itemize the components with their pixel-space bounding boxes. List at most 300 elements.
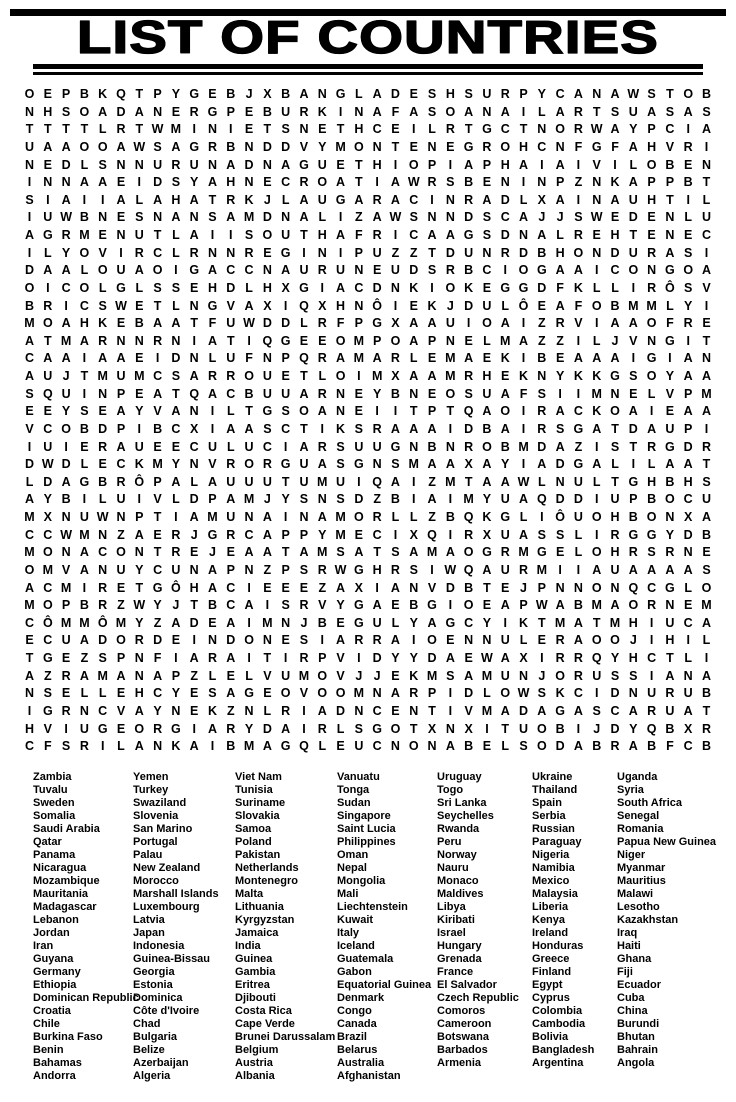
grid-letter: C xyxy=(610,263,620,278)
grid-letter: M xyxy=(42,562,54,577)
grid-letter: P xyxy=(647,175,656,190)
grid-letter: R xyxy=(464,192,474,207)
grid-letter: I xyxy=(540,157,544,172)
grid-letter: C xyxy=(244,263,254,278)
grid-letter: I xyxy=(521,404,526,419)
grid-letter: A xyxy=(372,351,382,366)
word-list-item: Denmark xyxy=(337,992,385,1004)
grid-letter: O xyxy=(79,280,90,295)
grid-letter: I xyxy=(283,439,288,454)
grid-letter: M xyxy=(24,598,35,613)
grid-letter: C xyxy=(24,351,35,366)
grid-letter: C xyxy=(24,527,35,542)
grid-letter: O xyxy=(97,139,108,154)
word-list-item: Italy xyxy=(337,927,360,939)
grid-letter: M xyxy=(79,527,90,542)
grid-letter: Ô xyxy=(372,298,383,313)
grid-letter: C xyxy=(189,439,199,454)
grid-letter: P xyxy=(647,122,656,137)
grid-letter: H xyxy=(262,280,272,295)
grid-letter: O xyxy=(408,739,419,754)
grid-letter: E xyxy=(482,175,492,190)
grid-letter: I xyxy=(82,386,87,401)
grid-letter: L xyxy=(647,457,656,472)
word-list-item: Greece xyxy=(532,953,570,965)
grid-letter: L xyxy=(574,545,583,560)
grid-letter: I xyxy=(521,457,526,472)
word-list-item: Vanuatu xyxy=(337,771,380,783)
grid-letter: G xyxy=(372,721,383,736)
grid-letter: U xyxy=(262,386,272,401)
grid-letter: N xyxy=(445,192,455,207)
grid-letter: L xyxy=(263,703,272,718)
grid-letter: U xyxy=(116,562,126,577)
grid-letter: L xyxy=(611,457,619,472)
word-list-item: Andorra xyxy=(33,1070,76,1082)
grid-letter: Y xyxy=(135,404,144,419)
grid-letter: A xyxy=(555,192,565,207)
grid-letter: N xyxy=(317,87,327,101)
grid-letter: A xyxy=(628,316,638,331)
grid-letter: L xyxy=(501,298,510,313)
grid-letter: B xyxy=(610,298,620,313)
grid-letter: Y xyxy=(665,527,675,542)
grid-letter: F xyxy=(519,386,528,401)
grid-letter: M xyxy=(60,580,72,595)
grid-letter: Z xyxy=(428,474,436,489)
grid-letter: Ô xyxy=(42,615,53,630)
grid-letter: R xyxy=(116,122,126,137)
grid-letter: J xyxy=(538,210,546,225)
grid-letter: M xyxy=(518,545,529,560)
grid-letter: L xyxy=(226,404,235,419)
grid-letter: G xyxy=(189,87,200,101)
grid-letter: Ô xyxy=(134,474,145,489)
word-list-item: Cyprus xyxy=(532,992,570,1004)
grid-letter: E xyxy=(263,175,272,190)
grid-letter: R xyxy=(61,703,71,718)
grid-letter: N xyxy=(98,527,108,542)
grid-letter: A xyxy=(464,104,474,119)
grid-letter: K xyxy=(409,280,419,295)
grid-letter: I xyxy=(27,210,32,225)
grid-letter: Z xyxy=(556,333,564,348)
grid-letter: A xyxy=(134,263,144,278)
grid-letter: E xyxy=(409,87,418,101)
grid-letter: N xyxy=(354,298,364,313)
grid-letter: B xyxy=(281,87,291,101)
word-list-item: Chad xyxy=(133,1018,161,1030)
grid-letter: A xyxy=(573,615,583,630)
grid-letter: R xyxy=(372,192,382,207)
grid-letter: A xyxy=(116,139,126,154)
grid-letter: Q xyxy=(628,580,639,595)
grid-letter: N xyxy=(409,386,419,401)
grid-letter: D xyxy=(262,210,272,225)
word-list-item: Peru xyxy=(437,836,462,848)
grid-letter: S xyxy=(464,386,473,401)
grid-letter: U xyxy=(519,721,529,736)
grid-letter: P xyxy=(482,157,492,172)
grid-letter: I xyxy=(412,474,416,489)
grid-letter: S xyxy=(391,545,400,560)
grid-letter: E xyxy=(372,263,382,278)
grid-letter: U xyxy=(592,668,602,683)
grid-letter: Z xyxy=(538,316,546,331)
grid-letter: I xyxy=(46,280,50,295)
grid-row xyxy=(0,527,736,545)
grid-letter: S xyxy=(153,280,162,295)
grid-letter: G xyxy=(665,580,675,595)
grid-letter: C xyxy=(409,192,419,207)
grid-letter: N xyxy=(262,633,272,648)
grid-letter: G xyxy=(299,157,309,172)
grid-letter: E xyxy=(702,316,711,331)
grid-letter: I xyxy=(704,245,709,260)
grid-letter: R xyxy=(299,598,309,613)
grid-letter: A xyxy=(665,668,675,683)
grid-letter: S xyxy=(61,739,71,754)
grid-letter: R xyxy=(317,562,327,577)
grid-letter: T xyxy=(190,598,198,613)
grid-letter: B xyxy=(390,386,400,401)
grid-letter: T xyxy=(702,457,711,472)
grid-letter: Y xyxy=(665,369,675,383)
word-list-item: Equatorial Guinea xyxy=(337,979,432,991)
grid-letter: O xyxy=(646,369,657,383)
grid-letter: U xyxy=(61,633,71,648)
grid-letter: Q xyxy=(646,721,657,736)
grid-letter: F xyxy=(336,316,345,331)
grid-letter: H xyxy=(445,87,455,101)
grid-letter: A xyxy=(189,739,199,754)
grid-letter: S xyxy=(208,210,217,225)
grid-letter: C xyxy=(281,175,291,190)
grid-letter: U xyxy=(482,386,492,401)
grid-letter: A xyxy=(24,369,35,383)
grid-letter: B xyxy=(226,139,236,154)
grid-letter: D xyxy=(573,492,583,507)
grid-letter: D xyxy=(464,298,474,313)
word-list-item: Nigeria xyxy=(532,849,570,861)
grid-letter: H xyxy=(24,721,35,736)
grid-letter: A xyxy=(171,615,181,630)
grid-letter: U xyxy=(336,263,346,278)
word-list-item: Malta xyxy=(235,888,264,900)
grid-letter: G xyxy=(500,280,511,295)
grid-letter: J xyxy=(300,615,308,630)
grid-letter: P xyxy=(629,492,638,507)
grid-letter: E xyxy=(537,633,546,648)
grid-letter: I xyxy=(649,668,654,683)
grid-letter: R xyxy=(189,245,199,260)
grid-letter: A xyxy=(226,421,236,436)
grid-row xyxy=(0,580,736,598)
grid-letter: A xyxy=(299,192,309,207)
grid-letter: O xyxy=(262,228,273,242)
grid-letter: A xyxy=(683,457,693,472)
grid-letter: P xyxy=(116,386,126,401)
grid-letter: I xyxy=(466,316,471,331)
word-list-item: Singapore xyxy=(337,810,391,822)
grid-letter: I xyxy=(27,439,32,454)
grid-letter: O xyxy=(79,245,90,260)
grid-letter: A xyxy=(701,263,711,278)
grid-letter: N xyxy=(537,175,547,190)
grid-letter: A xyxy=(61,139,71,154)
grid-letter: U xyxy=(281,386,291,401)
word-list-item: Japan xyxy=(133,927,165,939)
grid-letter: K xyxy=(317,104,327,119)
grid-letter: N xyxy=(281,210,291,225)
grid-letter: R xyxy=(372,633,382,648)
grid-letter: B xyxy=(207,598,217,613)
grid-letter: H xyxy=(628,615,638,630)
grid-letter: U xyxy=(61,386,71,401)
grid-letter: E xyxy=(190,703,199,718)
word-list-item: New Zealand xyxy=(133,862,201,874)
grid-letter: V xyxy=(98,245,107,260)
grid-letter: R xyxy=(427,175,437,190)
grid-letter: I xyxy=(27,175,32,190)
grid-letter: T xyxy=(629,228,638,242)
grid-letter: A xyxy=(519,527,529,542)
grid-letter: R xyxy=(134,245,144,260)
grid-letter: E xyxy=(244,122,254,137)
grid-letter: A xyxy=(610,598,620,613)
grid-letter: I xyxy=(174,263,178,278)
grid-letter: S xyxy=(281,404,290,419)
grid-row xyxy=(0,262,736,280)
grid-letter: Y xyxy=(190,175,199,190)
word-list-item: Cape Verde xyxy=(235,1018,295,1030)
grid-letter: O xyxy=(61,421,71,436)
grid-letter: I xyxy=(357,651,361,665)
grid-letter: L xyxy=(391,615,400,630)
grid-letter: S xyxy=(171,369,181,383)
grid-letter: G xyxy=(207,298,218,313)
grid-letter: N xyxy=(207,122,217,137)
word-list-item: Sri Lanka xyxy=(437,797,487,809)
grid-letter: I xyxy=(265,598,270,613)
grid-letter: A xyxy=(390,192,400,207)
grid-letter: S xyxy=(629,668,638,683)
grid-letter: E xyxy=(684,228,693,242)
grid-letter: I xyxy=(338,245,343,260)
grid-letter: G xyxy=(463,228,474,242)
grid-letter: E xyxy=(482,598,492,613)
word-list-item: France xyxy=(437,966,474,978)
word-list-item: Russian xyxy=(532,823,575,835)
grid-letter: E xyxy=(354,386,364,401)
grid-letter: P xyxy=(354,316,364,331)
grid-letter: I xyxy=(412,122,416,137)
grid-letter: I xyxy=(375,404,379,419)
grid-letter: J xyxy=(190,527,198,542)
grid-letter: R xyxy=(683,139,693,154)
grid-letter: O xyxy=(500,139,511,154)
grid-letter: A xyxy=(281,157,291,172)
grid-letter: X xyxy=(190,421,199,436)
grid-letter: P xyxy=(519,598,528,613)
grid-letter: N xyxy=(134,668,144,683)
word-list-item: Dominica xyxy=(133,992,183,1004)
grid-letter: N xyxy=(628,686,638,701)
grid-letter: M xyxy=(445,474,456,489)
grid-letter: Y xyxy=(629,122,638,137)
grid-letter: E xyxy=(409,139,418,154)
grid-letter: N xyxy=(189,351,199,366)
grid-letter: U xyxy=(464,245,474,260)
grid-letter: C xyxy=(244,527,254,542)
grid-letter: O xyxy=(482,439,492,454)
grid-letter: B xyxy=(537,351,547,366)
grid-letter: R xyxy=(98,598,108,613)
grid-letter: X xyxy=(519,651,528,665)
grid-letter: K xyxy=(610,175,620,190)
word-list-item: Fiji xyxy=(617,966,633,978)
grid-letter: T xyxy=(153,228,162,242)
grid-letter: G xyxy=(79,474,90,489)
grid-letter: R xyxy=(610,739,620,754)
grid-letter: Z xyxy=(318,580,327,595)
grid-letter: L xyxy=(98,492,107,507)
grid-letter: A xyxy=(445,545,455,560)
grid-letter: N xyxy=(153,210,163,225)
grid-row xyxy=(0,685,736,703)
word-search-grid xyxy=(0,86,736,756)
grid-letter: X xyxy=(427,721,437,736)
grid-letter: T xyxy=(611,421,619,436)
grid-letter: I xyxy=(247,333,251,348)
word-list-item: Seychelles xyxy=(437,810,494,822)
word-list-item: Brazil xyxy=(337,1031,367,1043)
grid-letter: L xyxy=(318,369,327,383)
page-title: LIST OF COUNTRIES xyxy=(77,11,659,63)
grid-letter: I xyxy=(393,228,398,242)
grid-letter: C xyxy=(98,545,108,560)
word-list-item: Armenia xyxy=(437,1057,482,1069)
grid-letter: L xyxy=(355,87,363,101)
grid-letter: S xyxy=(647,545,656,560)
grid-letter: I xyxy=(229,122,233,137)
grid-letter: S xyxy=(427,87,437,101)
grid-letter: A xyxy=(555,104,565,119)
grid-letter: T xyxy=(464,122,473,137)
grid-letter: K xyxy=(555,686,565,701)
grid-letter: I xyxy=(210,404,215,419)
grid-letter: D xyxy=(464,210,474,225)
grid-letter: J xyxy=(373,668,381,683)
word-list-item: Bhutan xyxy=(617,1031,655,1043)
grid-letter: K xyxy=(500,351,510,366)
grid-letter: E xyxy=(665,404,675,419)
grid-letter: U xyxy=(573,510,583,524)
grid-letter: A xyxy=(61,474,71,489)
grid-letter: N xyxy=(683,545,693,560)
grid-letter: N xyxy=(354,104,364,119)
grid-letter: E xyxy=(464,333,473,348)
grid-letter: E xyxy=(501,369,510,383)
grid-letter: A xyxy=(98,104,108,119)
grid-row xyxy=(0,386,736,404)
word-list-item: Haiti xyxy=(617,940,641,952)
grid-letter: I xyxy=(210,228,215,242)
grid-letter: A xyxy=(189,192,199,207)
grid-letter: R xyxy=(500,545,510,560)
grid-letter: E xyxy=(135,351,144,366)
grid-letter: D xyxy=(189,492,199,507)
grid-letter: C xyxy=(226,263,236,278)
grid-letter: Z xyxy=(355,210,363,225)
grid-letter: L xyxy=(43,245,52,260)
grid-letter: L xyxy=(684,651,693,665)
grid-letter: M xyxy=(24,545,35,560)
grid-letter: M xyxy=(335,139,346,154)
grid-letter: W xyxy=(407,175,420,190)
grid-row xyxy=(0,192,736,210)
grid-letter: H xyxy=(372,562,382,577)
grid-letter: M xyxy=(426,668,438,683)
grid-letter: E xyxy=(537,298,546,313)
grid-letter: C xyxy=(701,228,711,242)
grid-letter: A xyxy=(153,316,163,331)
grid-letter: A xyxy=(482,474,492,489)
grid-letter: D xyxy=(98,633,108,648)
grid-letter: A xyxy=(226,686,236,701)
grid-letter: C xyxy=(464,615,474,630)
grid-letter: D xyxy=(390,87,400,101)
grid-letter: T xyxy=(538,615,546,630)
grid-letter: C xyxy=(409,228,419,242)
grid-letter: L xyxy=(483,686,491,701)
grid-letter: D xyxy=(153,633,163,648)
grid-letter: H xyxy=(372,157,382,172)
grid-letter: C xyxy=(79,298,89,313)
grid-letter: A xyxy=(24,333,35,348)
grid-letter: U xyxy=(573,474,583,489)
grid-row xyxy=(0,280,736,298)
grid-letter: S xyxy=(281,598,290,613)
grid-letter: U xyxy=(79,721,89,736)
grid-letter: Q xyxy=(299,739,309,754)
grid-letter: V xyxy=(464,703,473,718)
grid-letter: D xyxy=(445,245,455,260)
grid-letter: N xyxy=(98,562,108,577)
grid-letter: T xyxy=(702,333,711,348)
grid-letter: A xyxy=(427,492,437,507)
grid-letter: G xyxy=(207,104,218,119)
grid-letter: P xyxy=(153,474,162,489)
grid-letter: A xyxy=(628,739,638,754)
grid-letter: A xyxy=(500,421,510,436)
grid-letter: U xyxy=(610,562,620,577)
grid-letter: Y xyxy=(61,245,71,260)
grid-row xyxy=(0,245,736,263)
grid-letter: S xyxy=(80,404,89,419)
grid-letter: A xyxy=(464,351,474,366)
grid-letter: G xyxy=(189,139,200,154)
grid-letter: T xyxy=(153,510,162,524)
grid-letter: R xyxy=(207,651,217,665)
grid-letter: N xyxy=(244,175,254,190)
grid-letter: U xyxy=(665,421,675,436)
grid-letter: Q xyxy=(463,404,474,419)
grid-letter: S xyxy=(482,228,492,242)
grid-letter: Ô xyxy=(555,510,565,524)
grid-letter: U xyxy=(134,439,144,454)
grid-letter: A xyxy=(244,298,254,313)
